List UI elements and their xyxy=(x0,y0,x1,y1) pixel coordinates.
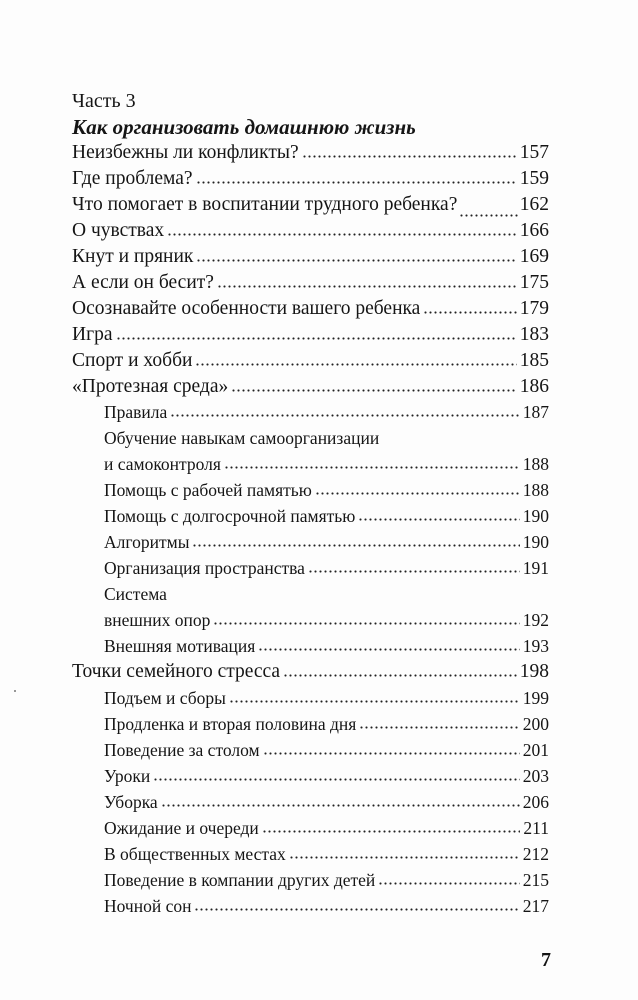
toc-leader-dots xyxy=(231,387,516,393)
toc-entry-page: 179 xyxy=(519,298,549,319)
toc-subentry xyxy=(104,633,549,659)
toc-leader-dots xyxy=(224,464,520,470)
toc-subentry xyxy=(104,711,549,737)
toc-entry-page: 203 xyxy=(522,766,549,786)
toc-subentry xyxy=(104,815,549,841)
toc-entry-page: 187 xyxy=(522,402,549,422)
toc-entry-page: 188 xyxy=(522,454,549,474)
toc-leader-dots xyxy=(262,828,521,834)
toc-entry-title: Поведение за столом xyxy=(104,740,260,760)
toc-subentry xyxy=(104,477,549,503)
toc-subentry xyxy=(104,399,549,425)
toc-entry-title: Ночной сон xyxy=(104,896,192,916)
toc-entry-page: 192 xyxy=(522,610,549,630)
toc-leader-dots xyxy=(308,568,520,574)
toc-entry xyxy=(72,218,549,244)
toc-entry-title: и самоконтроля xyxy=(104,454,221,474)
toc-entry-title: Помощь с рабочей памятью xyxy=(104,480,312,500)
toc-entry-page: 212 xyxy=(522,844,549,864)
toc-entry-page: 201 xyxy=(522,740,549,760)
toc-entry-title: А если он бесит? xyxy=(72,272,214,293)
toc-leader-dots xyxy=(217,283,517,289)
toc-leader-dots xyxy=(263,750,520,756)
toc-subentry xyxy=(104,867,549,893)
toc-entry xyxy=(72,140,549,166)
toc-entry-page: 186 xyxy=(519,376,549,397)
toc-entry xyxy=(72,244,549,270)
toc-subentry xyxy=(104,737,549,763)
toc-leader-dots xyxy=(229,698,520,704)
toc-entry-page: 188 xyxy=(522,480,549,500)
toc-subentry xyxy=(104,607,549,633)
toc-entry-title: Осознавайте особенности вашего ребенка xyxy=(72,298,421,319)
toc-leader-dots xyxy=(378,880,519,886)
toc-entry-title: Кнут и пряник xyxy=(72,246,194,267)
toc-entry-page: 190 xyxy=(522,506,549,526)
toc-leader-dots xyxy=(161,802,520,808)
toc-entry-title: Неизбежны ли конфликты? xyxy=(72,142,299,163)
toc-entry-page: 215 xyxy=(522,870,549,890)
toc-leader-dots xyxy=(167,231,517,237)
toc-entry-title: Внешняя мотивация xyxy=(104,636,256,656)
page-number: 7 xyxy=(541,949,551,971)
toc-subentry xyxy=(104,763,549,789)
toc-entry xyxy=(72,348,549,374)
toc-entry-page: 206 xyxy=(522,792,549,812)
toc-leader-dots xyxy=(196,257,516,263)
toc-entry xyxy=(72,192,549,218)
toc-entry-title: Подъем и сборы xyxy=(104,688,226,708)
toc-entry xyxy=(72,322,549,348)
toc-entry-title: Уроки xyxy=(104,766,151,786)
toc-leader-dots xyxy=(116,335,517,341)
toc-leader-dots xyxy=(289,854,520,860)
toc-leader-dots xyxy=(153,776,520,782)
toc-entry-title: В общественных местах xyxy=(104,844,286,864)
toc-entry-title-line: Система xyxy=(104,584,167,604)
toc-entry-title: Где проблема? xyxy=(72,168,193,189)
toc-leader-dots xyxy=(315,490,520,496)
toc-subentry xyxy=(104,555,549,581)
toc-leader-dots xyxy=(213,620,519,626)
paper-speck xyxy=(14,690,16,692)
toc-entry-page: 200 xyxy=(522,714,549,734)
toc-leader-dots xyxy=(283,672,517,678)
toc-leader-dots xyxy=(196,179,517,185)
toc-entry-page: 175 xyxy=(519,272,549,293)
toc-entry-title: О чувствах xyxy=(72,220,165,241)
toc-subentry xyxy=(104,685,549,711)
toc-entry-page: 157 xyxy=(519,142,549,163)
toc-entry xyxy=(72,659,549,685)
toc-entry-title: Что помогает в воспитании трудного ребенка? xyxy=(72,194,458,215)
toc-entry-title: Алгоритмы xyxy=(104,532,190,552)
toc-entry xyxy=(72,296,549,322)
toc-leader-dots xyxy=(358,516,519,522)
toc-leader-dots xyxy=(194,906,519,912)
toc-entry xyxy=(72,166,549,192)
toc-entry-title: Правила xyxy=(104,402,168,422)
toc-leader-dots xyxy=(302,153,517,159)
toc-entry-page: 190 xyxy=(522,532,549,552)
toc-subentry xyxy=(104,451,549,477)
toc-entry-page: 211 xyxy=(523,818,549,838)
toc-entry-page: 217 xyxy=(522,896,549,916)
toc-entry-page: 193 xyxy=(522,636,549,656)
toc-entry-page: 185 xyxy=(519,350,549,371)
toc-entry-title: Ожидание и очереди xyxy=(104,818,259,838)
toc-entry-page: 198 xyxy=(519,661,549,682)
toc-leader-dots xyxy=(195,361,516,367)
toc-entry-page: 191 xyxy=(522,558,549,578)
toc-entry-title: Спорт и хобби xyxy=(72,350,193,371)
toc-entry xyxy=(72,270,549,296)
toc-entry-title: Уборка xyxy=(104,792,158,812)
toc-entry-title: Продленка и вторая половина дня xyxy=(104,714,357,734)
toc-entry-page: 162 xyxy=(519,194,549,215)
toc-leader-dots xyxy=(170,412,519,418)
toc-entry-title: Организация пространства xyxy=(104,558,305,578)
toc-leader-dots xyxy=(192,542,519,548)
toc-entry-page: 169 xyxy=(519,246,549,267)
toc-entry-page: 199 xyxy=(522,688,549,708)
toc-subentry xyxy=(104,893,549,919)
toc-subentry xyxy=(104,789,549,815)
toc-subentry xyxy=(104,529,549,555)
toc-entry-title: внешних опор xyxy=(104,610,211,630)
toc-entry-page: 166 xyxy=(519,220,549,241)
toc-entry-title: Точки семейного стресса xyxy=(72,661,281,682)
toc-subentry xyxy=(104,503,549,529)
toc-entry xyxy=(72,374,549,400)
toc-subentry xyxy=(104,841,549,867)
toc-entry-page: 159 xyxy=(519,168,549,189)
toc-leader-dots xyxy=(423,309,516,315)
toc-entry-page: 183 xyxy=(519,324,549,345)
toc-leader-dots xyxy=(359,724,519,730)
toc-entry-title: «Протезная среда» xyxy=(72,376,229,397)
toc-leader-dots xyxy=(258,646,519,652)
toc-entry-title: Игра xyxy=(72,324,113,345)
part-title: Как организовать домашнюю жизнь xyxy=(72,115,416,139)
part-label: Часть 3 xyxy=(72,90,136,112)
toc-entry-title: Помощь с долгосрочной памятью xyxy=(104,506,356,526)
toc-entry-title-line: Обучение навыкам самоорганизации xyxy=(104,428,380,448)
toc-entry-title: Поведение в компании других детей xyxy=(104,870,376,890)
